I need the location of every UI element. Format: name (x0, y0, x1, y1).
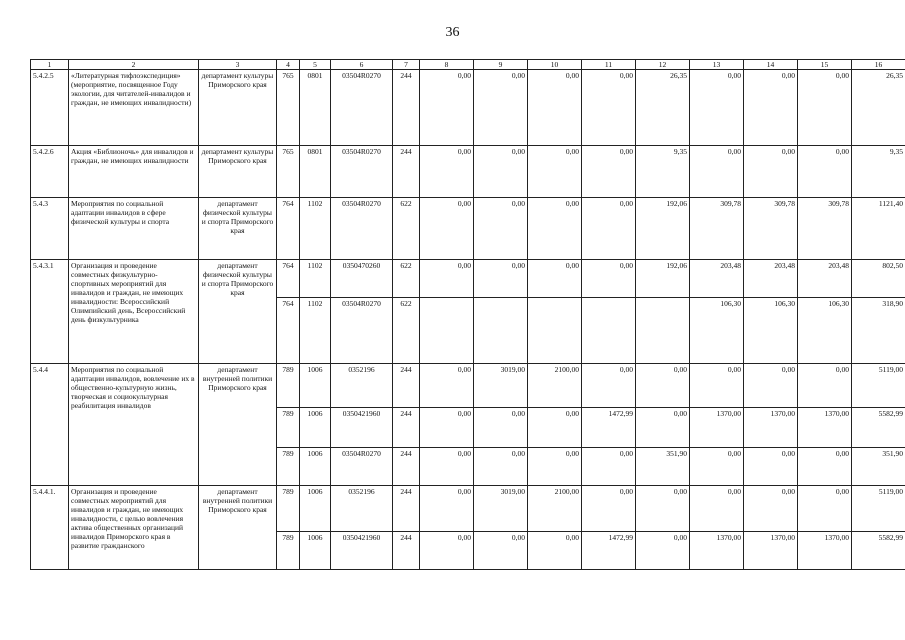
amount-cell: 0,00 (744, 70, 798, 146)
expense-type-code: 622 (393, 260, 420, 298)
page-number: 36 (445, 25, 460, 40)
amount-cell: 26,35 (852, 70, 905, 146)
item-name: Организация и проведение совместных физкультурно-спортивных мероприятий для инвалидов и граждан, не имеющих инвалидности: Всероссийский Олимпийский день, Всероссийский день физкультурника (69, 260, 199, 364)
amount-cell: 0,00 (798, 146, 852, 198)
amount-cell: 0,00 (528, 532, 582, 570)
amount-cell: 802,50 (852, 260, 905, 298)
executor: департамент внутренней политики Приморского края (199, 486, 277, 570)
amount-cell: 0,00 (420, 198, 474, 260)
ministry-code: 789 (277, 448, 300, 486)
amount-cell: 309,78 (744, 198, 798, 260)
item-name: Акция «Библионочь» для инвалидов и граждан, не имеющих инвалидности (69, 146, 199, 198)
column-header-10: 10 (528, 60, 582, 70)
amount-cell: 3019,00 (474, 486, 528, 532)
item-name: «Литературная тифлоэкспедиция» (мероприятие, посвященное Году экологии, для читателей-инвалидов и граждан, не имеющих инвалидности) (69, 70, 199, 146)
amount-cell: 2100,00 (528, 486, 582, 532)
item-number: 5.4.4.1. (31, 486, 69, 570)
amount-cell: 0,00 (474, 70, 528, 146)
amount-cell: 203,48 (744, 260, 798, 298)
amount-cell: 0,00 (528, 408, 582, 448)
section-code: 1102 (300, 260, 331, 298)
amount-cell: 9,35 (852, 146, 905, 198)
target-article-code: 03504R0270 (331, 70, 393, 146)
target-article-code: 0350421960 (331, 532, 393, 570)
column-header-4: 4 (277, 60, 300, 70)
amount-cell: 0,00 (420, 260, 474, 298)
amount-cell: 203,48 (690, 260, 744, 298)
amount-cell: 0,00 (582, 70, 636, 146)
amount-cell: 5582,99 (852, 408, 905, 448)
amount-cell: 0,00 (528, 260, 582, 298)
column-header-14: 14 (744, 60, 798, 70)
amount-cell (582, 298, 636, 364)
ministry-code: 789 (277, 486, 300, 532)
expense-type-code: 622 (393, 198, 420, 260)
column-header-9: 9 (474, 60, 528, 70)
amount-cell: 0,00 (474, 448, 528, 486)
target-article-code: 0350421960 (331, 408, 393, 448)
item-number: 5.4.3 (31, 198, 69, 260)
amount-cell (636, 298, 690, 364)
section-code: 0801 (300, 146, 331, 198)
amount-cell: 203,48 (798, 260, 852, 298)
section-code: 1102 (300, 198, 331, 260)
expense-type-code: 244 (393, 146, 420, 198)
amount-cell: 106,30 (744, 298, 798, 364)
item-number: 5.4.2.5 (31, 70, 69, 146)
amount-cell: 192,06 (636, 260, 690, 298)
section-code: 1102 (300, 298, 331, 364)
amount-cell: 0,00 (582, 448, 636, 486)
section-code: 1006 (300, 448, 331, 486)
expense-type-code: 622 (393, 298, 420, 364)
column-header-13: 13 (690, 60, 744, 70)
amount-cell: 0,00 (474, 260, 528, 298)
expense-type-code: 244 (393, 408, 420, 448)
target-article-code: 0352196 (331, 486, 393, 532)
amount-cell: 0,00 (636, 408, 690, 448)
amount-cell: 3019,00 (474, 364, 528, 408)
expense-type-code: 244 (393, 532, 420, 570)
amount-cell: 0,00 (420, 146, 474, 198)
column-header-11: 11 (582, 60, 636, 70)
amount-cell: 0,00 (636, 486, 690, 532)
executor: департамент культуры Приморского края (199, 146, 277, 198)
amount-cell: 0,00 (744, 146, 798, 198)
amount-cell: 318,90 (852, 298, 905, 364)
table-row (31, 198, 905, 260)
ministry-code: 764 (277, 260, 300, 298)
executor: департамент физической культуры и спорта Приморского края (199, 198, 277, 260)
amount-cell: 106,30 (798, 298, 852, 364)
amount-cell: 0,00 (474, 198, 528, 260)
column-header-8: 8 (420, 60, 474, 70)
amount-cell: 1472,99 (582, 408, 636, 448)
expense-type-code: 244 (393, 364, 420, 408)
amount-cell: 1370,00 (798, 532, 852, 570)
section-code: 1006 (300, 532, 331, 570)
amount-cell: 1370,00 (744, 408, 798, 448)
amount-cell: 0,00 (420, 486, 474, 532)
amount-cell: 106,30 (690, 298, 744, 364)
amount-cell: 1370,00 (690, 532, 744, 570)
target-article-code: 0350470260 (331, 260, 393, 298)
section-code: 1006 (300, 364, 331, 408)
amount-cell (420, 298, 474, 364)
amount-cell: 5119,00 (852, 486, 905, 532)
amount-cell: 0,00 (528, 198, 582, 260)
amount-cell: 1121,40 (852, 198, 905, 260)
amount-cell: 2100,00 (528, 364, 582, 408)
amount-cell: 0,00 (582, 198, 636, 260)
amount-cell: 1370,00 (690, 408, 744, 448)
amount-cell: 5582,99 (852, 532, 905, 570)
column-header-2: 2 (69, 60, 199, 70)
amount-cell: 0,00 (798, 486, 852, 532)
target-article-code: 03504R0270 (331, 298, 393, 364)
item-name: Мероприятия по социальной адаптации инвалидов, вовлечение их в общественно-культурную жизнь, творческая и социокультурная реабилитация инвалидов (69, 364, 199, 486)
item-number: 5.4.2.6 (31, 146, 69, 198)
executor: департамент культуры Приморского края (199, 70, 277, 146)
amount-cell: 309,78 (798, 198, 852, 260)
amount-cell: 0,00 (582, 146, 636, 198)
column-header-12: 12 (636, 60, 690, 70)
column-header-15: 15 (798, 60, 852, 70)
amount-cell: 0,00 (420, 448, 474, 486)
item-number: 5.4.3.1 (31, 260, 69, 364)
section-code: 1006 (300, 486, 331, 532)
table-row (31, 364, 905, 408)
table-row (31, 70, 905, 146)
expense-type-code: 244 (393, 70, 420, 146)
amount-cell: 0,00 (582, 260, 636, 298)
amount-cell: 9,35 (636, 146, 690, 198)
column-header-3: 3 (199, 60, 277, 70)
ministry-code: 765 (277, 146, 300, 198)
amount-cell: 0,00 (582, 364, 636, 408)
amount-cell: 0,00 (690, 70, 744, 146)
amount-cell: 0,00 (420, 408, 474, 448)
target-article-code: 03504R0270 (331, 198, 393, 260)
table-row (31, 486, 905, 532)
amount-cell: 0,00 (474, 146, 528, 198)
amount-cell: 0,00 (582, 486, 636, 532)
amount-cell: 0,00 (420, 70, 474, 146)
amount-cell (528, 298, 582, 364)
amount-cell: 351,90 (852, 448, 905, 486)
amount-cell: 0,00 (474, 408, 528, 448)
column-header-1: 1 (31, 60, 69, 70)
ministry-code: 764 (277, 298, 300, 364)
section-code: 1006 (300, 408, 331, 448)
amount-cell: 0,00 (690, 448, 744, 486)
ministry-code: 789 (277, 408, 300, 448)
column-header-5: 5 (300, 60, 331, 70)
ministry-code: 764 (277, 198, 300, 260)
executor: департамент внутренней политики Приморского края (199, 364, 277, 486)
expense-type-code: 244 (393, 486, 420, 532)
ministry-code: 765 (277, 70, 300, 146)
amount-cell: 1472,99 (582, 532, 636, 570)
target-article-code: 0352196 (331, 364, 393, 408)
amount-cell: 0,00 (420, 532, 474, 570)
amount-cell: 0,00 (636, 532, 690, 570)
section-code: 0801 (300, 70, 331, 146)
column-header-7: 7 (393, 60, 420, 70)
amount-cell: 0,00 (798, 364, 852, 408)
target-article-code: 03504R0270 (331, 448, 393, 486)
column-number-row (31, 60, 905, 70)
amount-cell: 0,00 (420, 364, 474, 408)
table-body (31, 70, 905, 570)
amount-cell: 0,00 (744, 448, 798, 486)
amount-cell (474, 298, 528, 364)
column-header-16: 16 (852, 60, 905, 70)
table-row (31, 260, 905, 298)
amount-cell: 0,00 (528, 146, 582, 198)
amount-cell: 0,00 (528, 70, 582, 146)
budget-table (30, 59, 905, 570)
amount-cell: 5119,00 (852, 364, 905, 408)
item-name: Мероприятия по социальной адаптации инвалидов в сфере физической культуры и спорта (69, 198, 199, 260)
amount-cell: 0,00 (690, 364, 744, 408)
column-header-6: 6 (331, 60, 393, 70)
amount-cell: 0,00 (744, 364, 798, 408)
amount-cell: 0,00 (528, 448, 582, 486)
executor: департамент физической культуры и спорта Приморского края (199, 260, 277, 364)
amount-cell: 0,00 (798, 70, 852, 146)
amount-cell: 0,00 (744, 486, 798, 532)
amount-cell: 0,00 (690, 146, 744, 198)
amount-cell: 0,00 (474, 532, 528, 570)
item-number: 5.4.4 (31, 364, 69, 486)
amount-cell: 26,35 (636, 70, 690, 146)
ministry-code: 789 (277, 364, 300, 408)
amount-cell: 351,90 (636, 448, 690, 486)
amount-cell: 0,00 (690, 486, 744, 532)
amount-cell: 1370,00 (798, 408, 852, 448)
table-row (31, 146, 905, 198)
amount-cell: 192,06 (636, 198, 690, 260)
target-article-code: 03504R0270 (331, 146, 393, 198)
amount-cell: 0,00 (636, 364, 690, 408)
amount-cell: 1370,00 (744, 532, 798, 570)
amount-cell: 309,78 (690, 198, 744, 260)
amount-cell: 0,00 (798, 448, 852, 486)
ministry-code: 789 (277, 532, 300, 570)
expense-type-code: 244 (393, 448, 420, 486)
item-name: Организация и проведение совместных мероприятий для инвалидов и граждан, не имеющих инвалидности, с целью вовлечения актива общественных организаций инвалидов Приморского края в развитие гражданского (69, 486, 199, 570)
